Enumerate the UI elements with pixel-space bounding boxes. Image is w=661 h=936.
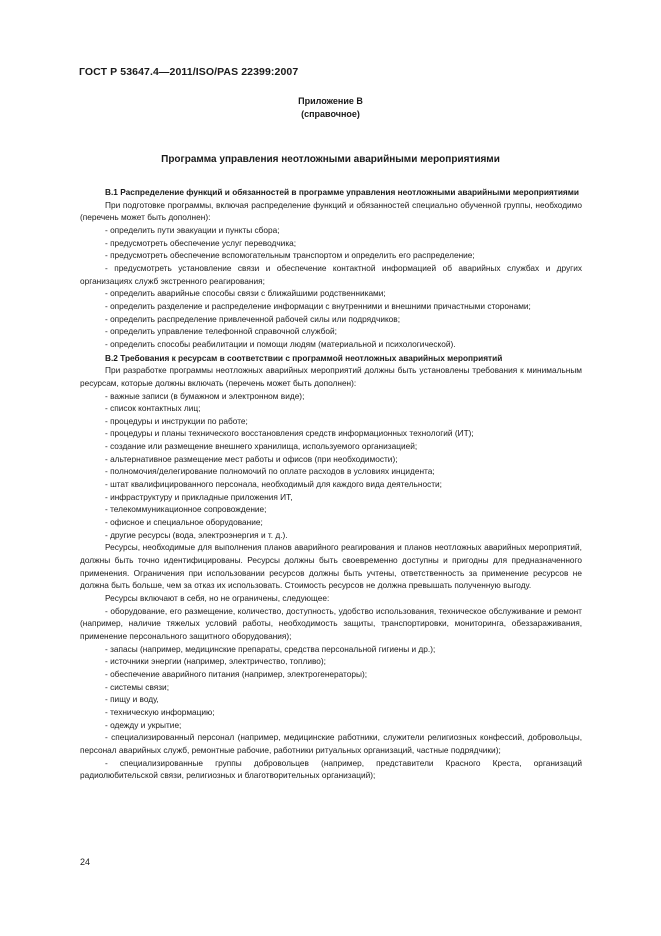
annex-subtitle: (справочное) xyxy=(301,109,360,119)
list-item: - полномочия/делегирование полномочий по оплате расходов в условиях инцидента; xyxy=(105,466,435,477)
list-item: - одежду и укрытие; xyxy=(105,719,182,730)
list-item: - процедуры и планы технического восстановления средств информационных технологий (ИТ); xyxy=(105,428,474,439)
list-item: - другие ресурсы (вода, электроэнергия и т. д.). xyxy=(105,529,288,540)
list-item: - источники энергии (например, электричество, топливо); xyxy=(105,656,326,667)
section-2-intro: При разработке программы неотложных аварийных мероприятий должны быть установлены требования к минимальным ресурсам, которые должны включать (перечень может быть дополнен): xyxy=(80,365,582,388)
list-item: - определить разделение и распределение информации с внутренними и внешними причастными сторонами; xyxy=(105,300,531,311)
section-2-heading: В.2 Требования к ресурсам в соответствии с программой неотложных аварийных мероприятий xyxy=(105,352,503,363)
list-item: - техническую информацию; xyxy=(105,706,215,717)
list-item: - штат квалифицированного персонала, необходимый для каждого вида деятельности; xyxy=(105,479,442,490)
document-body xyxy=(80,186,582,782)
list-item: - определить управление телефонной справочной службой; xyxy=(105,326,337,337)
resources-include-paragraph: Ресурсы включают в себя, но не ограничены, следующее: xyxy=(105,593,330,603)
list-item: - предусмотреть обеспечение вспомогательным транспортом и определить его распределение; xyxy=(105,250,475,261)
list-item: - инфраструктуру и прикладные приложения ИТ, xyxy=(105,491,293,502)
list-item: - оборудование, его размещение, количество, доступность, удобство использования, техническое обслуживание и ремонт (например, наличие тяжелых условий работы, необходимость защиты, транспортировки, мониторинга, обеззараживания, применение персонального защитного оборудования); xyxy=(80,605,582,641)
list-item: - альтернативное размещение мест работы и офисов (при необходимости); xyxy=(105,453,398,464)
annex-title: Приложение В xyxy=(298,96,363,106)
list-item: - телекоммуникационное сопровождение; xyxy=(105,504,267,515)
page-number: 24 xyxy=(80,857,91,867)
list-item: - предусмотреть установление связи и обеспечение контактной информацией об аварийных службах и других организациях служб экстренного реагирования; xyxy=(80,262,582,286)
section-1-heading: В.1 Распределение функций и обязанностей в программе управления неотложными аварийными мероприятиями xyxy=(105,187,580,197)
list-item: - список контактных лиц; xyxy=(105,403,201,414)
list-item: - определить аварийные способы связи с ближайшими родственниками; xyxy=(105,288,386,299)
list-item: - системы связи; xyxy=(105,681,169,692)
list-item: - важные записи (в бумажном и электронном виде); xyxy=(105,390,305,401)
list-item: - специализированные группы добровольцев (например, представители Красного Креста, организаций радиолюбительской связи, религиозных и благотворительных организаций); xyxy=(80,757,582,781)
list-item: - офисное и специальное оборудование; xyxy=(105,517,263,528)
list-item: - определить способы реабилитации и помощи людям (материальной и психологической). xyxy=(105,338,456,349)
list-item: - специализированный персонал (например, медицинские работники, служители религиозных конфессий, добровольцы, персонал аварийных служб, ремонтные рабочие, работники ритуальных организаций, частные подрядчики); xyxy=(80,732,582,755)
document-title: Программа управления неотложными аварийными мероприятиями xyxy=(161,154,500,165)
resources-paragraph: Ресурсы, необходимые для выполнения планов аварийного реагирования и планов неотложных аварийных мероприятий, должны быть точно идентифицированы. Ресурсы должны быть своевременно доступны и пригодны для предназначенного применения. Ограничения при использовании ресурсов должны быть учтены, ответственность за применение ресурсов не должна быть больше, чем за отказ их использовать. Стоимость ресурсов не должна превышать полученную выгоду. xyxy=(80,542,582,591)
list-item: - предусмотреть обеспечение услуг переводчика; xyxy=(105,237,297,248)
document-header: ГОСТ Р 53647.4—2011/ISO/PAS 22399:2007 xyxy=(79,66,299,78)
list-item: - обеспечение аварийного питания (например, электрогенераторы); xyxy=(105,668,368,679)
list-item: - запасы (например, медицинские препараты, средства персональной гигиены и др.); xyxy=(105,643,436,654)
list-item: - пищу и воду, xyxy=(105,694,159,705)
list-item: - создание или размещение внешнего хранилища, используемого организацией; xyxy=(105,441,418,452)
annex-label xyxy=(0,95,661,121)
list-item: - определить распределение привлеченной рабочей силы или подрядчиков; xyxy=(105,313,401,324)
list-item: - процедуры и инструкции по работе; xyxy=(105,415,248,426)
section-1-intro: При подготовке программы, включая распределение функций и обязанностей специально обученной группы, необходимо (перечень может быть дополнен): xyxy=(80,199,582,223)
list-item: - определить пути эвакуации и пункты сбора; xyxy=(105,224,280,235)
